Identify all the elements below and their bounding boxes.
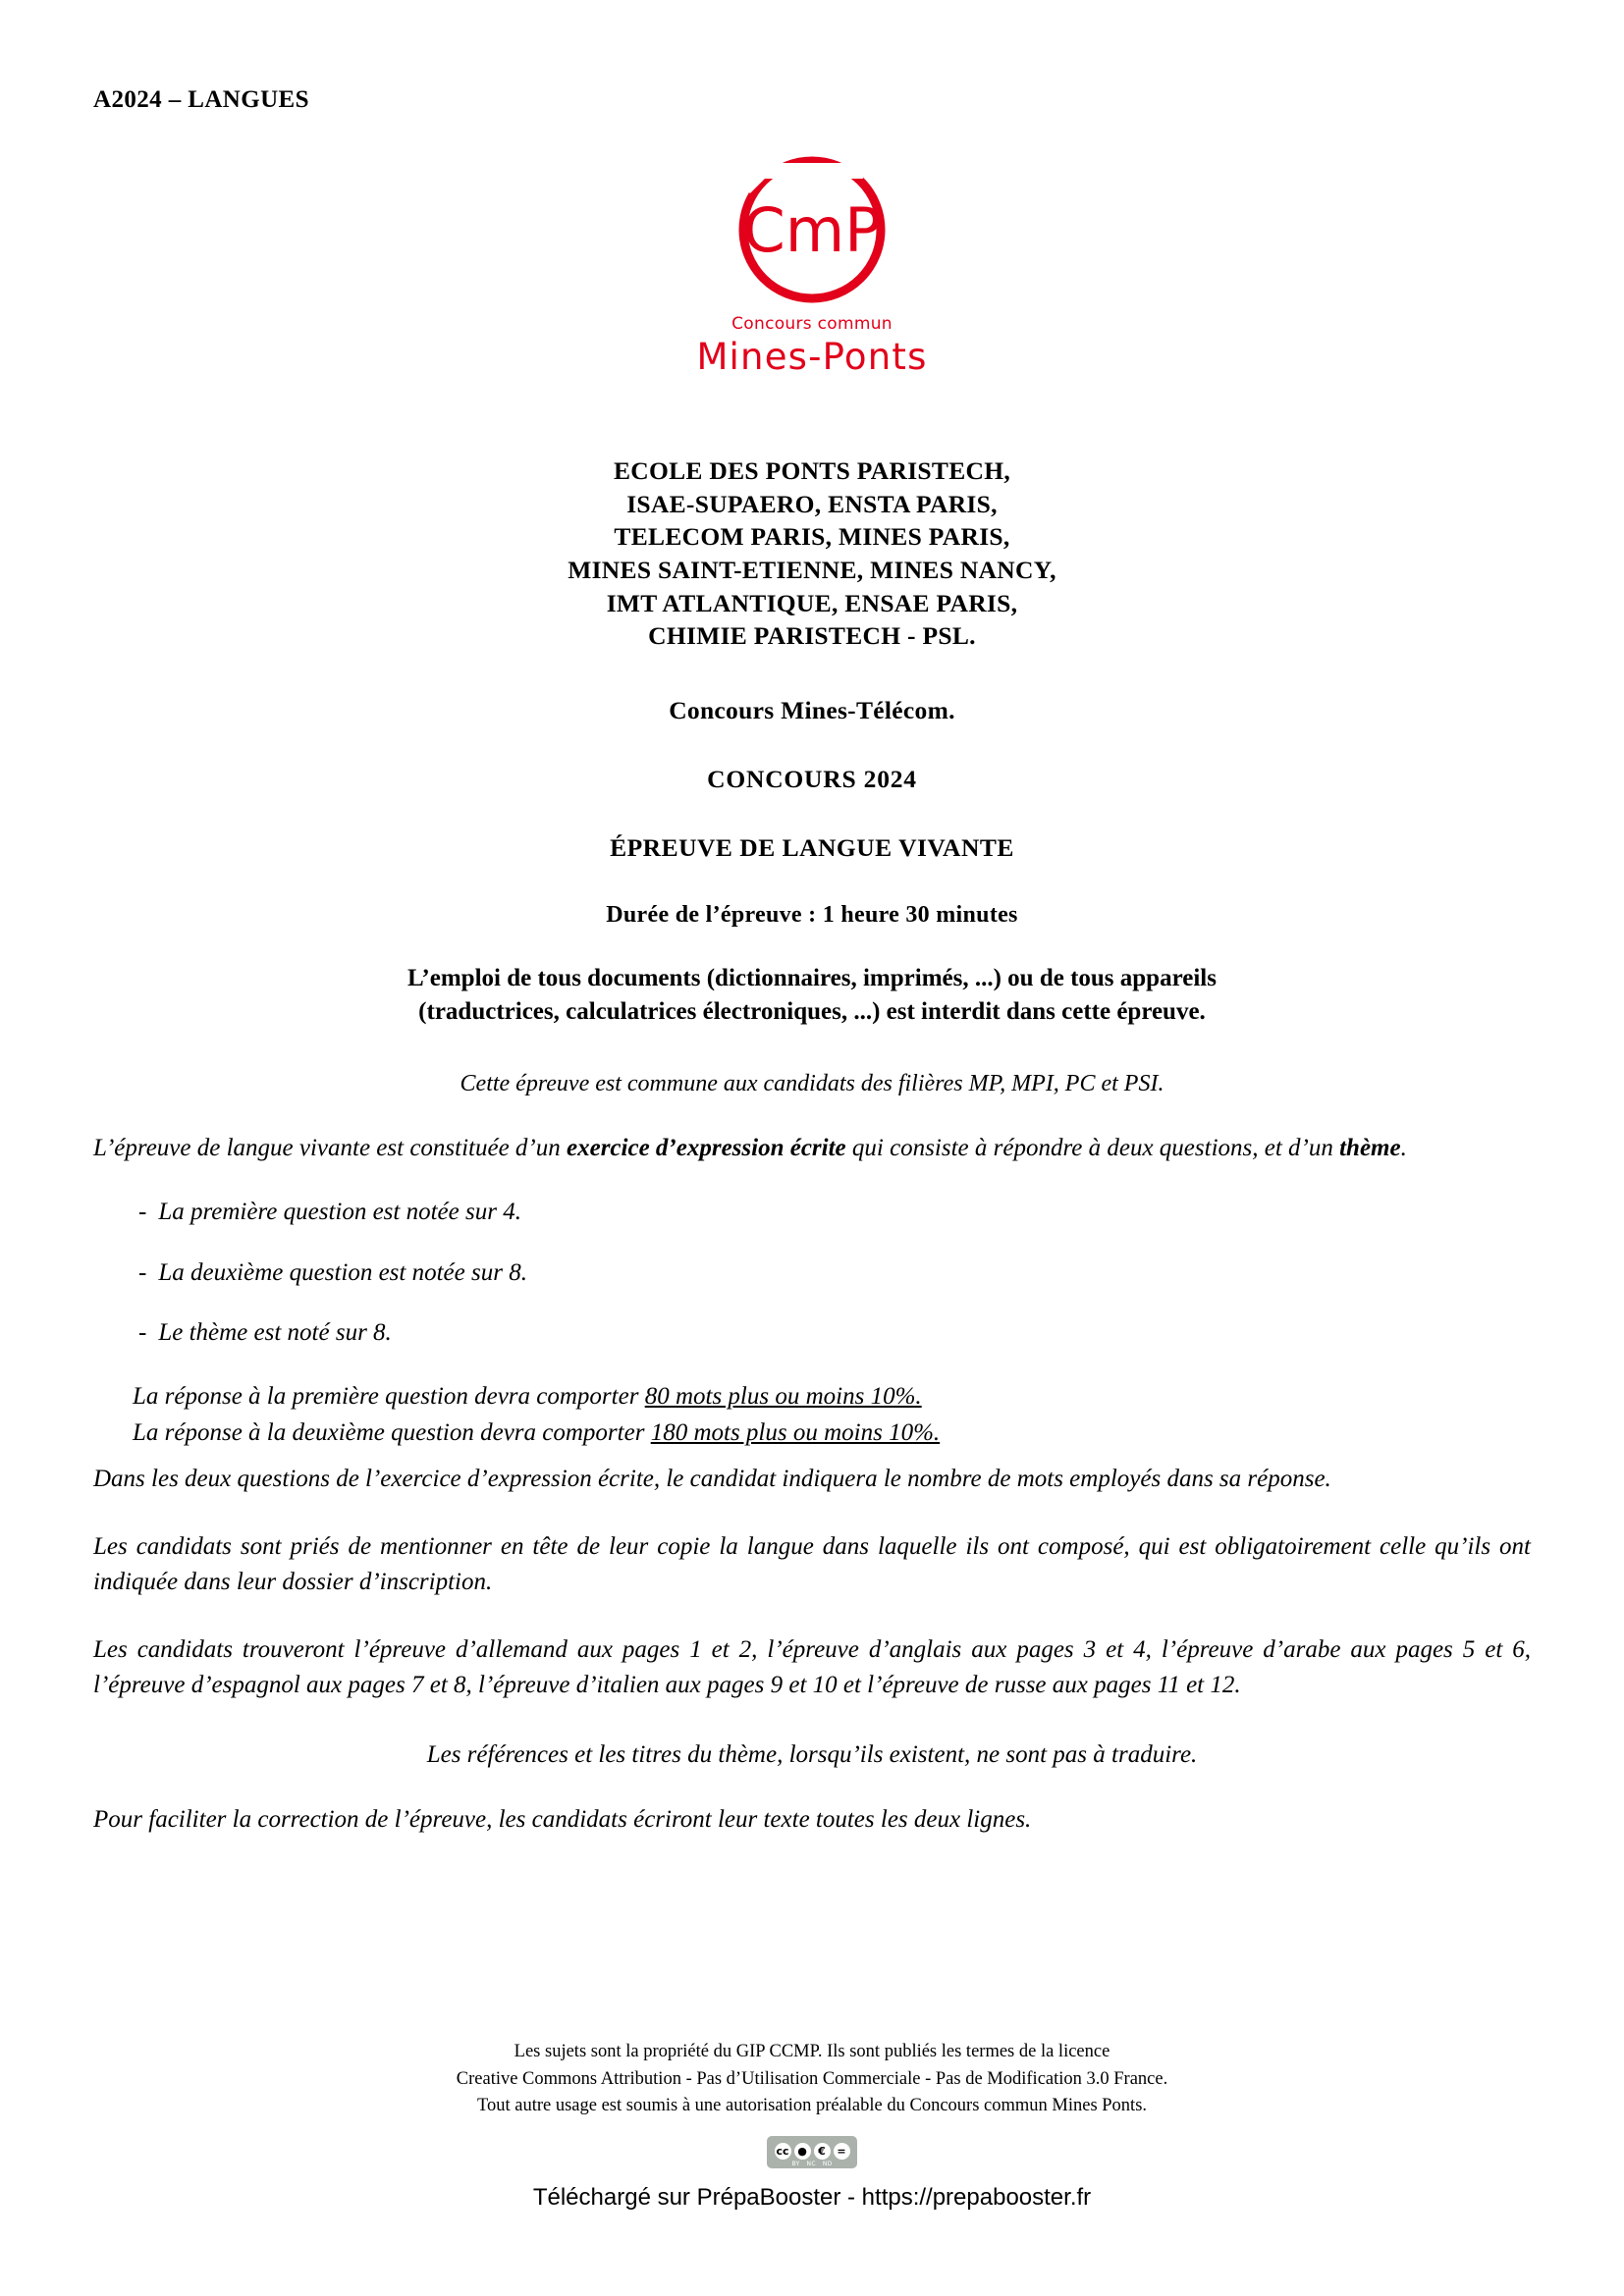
references-note: Les références et les titres du thème, lorsqu’ils existent, ne sont pas à traduire. xyxy=(426,1741,1198,1769)
page-footer xyxy=(0,2039,1624,2212)
logo-name: Mines-Ponts xyxy=(696,336,928,378)
exam-duration: Durée de l’épreuve : 1 heure 30 minutes xyxy=(606,901,1018,928)
download-source-line: Téléchargé sur PrépaBooster - https://prepabooster.fr xyxy=(532,2184,1092,2211)
svg-text:CmP: CmP xyxy=(742,194,882,266)
school-line: IMT ATLANTIQUE, ENSAE PARIS, xyxy=(606,588,1018,617)
exam-structure-paragraph xyxy=(93,1131,1531,1166)
creative-commons-icon xyxy=(767,2136,857,2168)
word-count-value-1: 80 mots plus ou moins 10%. xyxy=(644,1382,922,1410)
cc-cc-icon: cc xyxy=(776,2144,789,2158)
prohibition-line-1: L’emploi de tous documents (dictionnaires, imprimés, ...) ou de tous appareils xyxy=(407,964,1217,991)
intro-bold-2: thème xyxy=(1339,1134,1401,1161)
word-count-line-2 xyxy=(133,1415,1531,1452)
common-exam-note: Cette épreuve est commune aux candidats des filières MP, MPI, PC et PSI. xyxy=(460,1070,1164,1096)
grading-bullets xyxy=(93,1195,1531,1351)
cc-label-nc: NC xyxy=(806,2161,816,2167)
schools-list xyxy=(93,454,1531,653)
intro-text-1: L’épreuve de langue vivante est constituée d’un xyxy=(93,1134,568,1161)
school-line: TELECOM PARIS, MINES PARIS, xyxy=(614,522,1010,552)
pages-index-note: Les candidats trouveront l’épreuve d’allemand aux pages 1 et 2, l’épreuve d’anglais aux pages 3 et 4, l’épreuve d’arabe aux pages 5 et 6, l’épreuve d’espagnol aux pages 7 et 8, l’épreuve d’italien aux pages 9 et 10 et l’épreuve de russe aux pages 11 et 12. xyxy=(93,1636,1531,1698)
word-count-note: Dans les deux questions de l’exercice d’expression écrite, le candidat indiquera le nombre de mots employés dans sa réponse. xyxy=(93,1465,1331,1492)
logo-subtitle: Concours commun xyxy=(731,314,893,334)
language-declaration-note: Les candidats sont priés de mentionner en tête de leur copie la langue dans laquelle ils ont composé, qui est obligatoirement celle qu’ils ont indiquée dans leur dossier d’inscription. xyxy=(93,1533,1531,1595)
cc-label-row xyxy=(767,2161,857,2167)
word-count-line-1 xyxy=(133,1378,1531,1415)
intro-text-2: qui consiste à répondre à deux questions, et d’un xyxy=(845,1134,1340,1161)
list-item xyxy=(138,1195,1531,1230)
school-line: ISAE-SUPAERO, ENSTA PARIS, xyxy=(626,489,998,518)
dash-icon: - xyxy=(138,1319,147,1347)
cc-nd-icon: = xyxy=(834,2143,850,2160)
cc-label-nd: ND xyxy=(822,2161,833,2167)
license-text xyxy=(0,2039,1624,2120)
ccmp-logo xyxy=(93,153,1531,378)
prohibition-line-2: (traductrices, calculatrices électroniques, ...) est interdit dans cette épreuve. xyxy=(418,998,1206,1026)
license-line-1: Les sujets sont la propriété du GIP CCMP. Ils sont publiés les termes de la licence xyxy=(514,2041,1110,2061)
intro-bold-1: exercice d’expression écrite xyxy=(567,1134,846,1161)
dash-icon: - xyxy=(138,1258,147,1286)
cmp-logo-icon xyxy=(714,153,910,320)
cc-by-icon: ● xyxy=(794,2143,811,2160)
intro-text-3: . xyxy=(1400,1134,1407,1161)
bullet-text: La deuxième question est notée sur 8. xyxy=(158,1258,527,1286)
cc-nc-icon: € xyxy=(814,2143,831,2160)
word-count-text-2: La réponse à la deuxième question devra comporter xyxy=(133,1419,651,1447)
cc-label-by: BY xyxy=(791,2161,800,2167)
word-count-requirements xyxy=(133,1378,1531,1452)
license-line-3: Tout autre usage est soumis à une autorisation préalable du Concours commun Mines Ponts. xyxy=(476,2096,1148,2116)
page-title: ÉPREUVE DE LANGUE VIVANTE xyxy=(610,832,1014,862)
exam-code: A2024 – LANGUES xyxy=(93,86,309,113)
school-line: ECOLE DES PONTS PARISTECH, xyxy=(613,456,1011,485)
list-item xyxy=(138,1255,1531,1291)
bullet-text: La première question est notée sur 4. xyxy=(158,1199,521,1226)
concours-year: CONCOURS 2024 xyxy=(707,764,917,793)
list-item xyxy=(138,1315,1531,1351)
correction-note: Pour faciliter la correction de l’épreuve, les candidats écriront leur texte toutes les deux lignes. xyxy=(93,1806,1032,1834)
word-count-text-1: La réponse à la première question devra comporter xyxy=(133,1382,645,1410)
school-line: MINES SAINT-ETIENNE, MINES NANCY, xyxy=(568,555,1056,584)
concours-subtitle: Concours Mines-Télécom. xyxy=(669,695,955,724)
school-line: CHIMIE PARISTECH - PSL. xyxy=(648,621,976,651)
dash-icon: - xyxy=(138,1199,147,1226)
materials-prohibited-notice xyxy=(93,962,1531,1030)
word-count-value-2: 180 mots plus ou moins 10%. xyxy=(650,1419,941,1447)
cc-icon-row xyxy=(775,2143,850,2160)
license-line-2: Creative Commons Attribution - Pas d’Utilisation Commerciale - Pas de Modification 3.0 France. xyxy=(456,2068,1168,2089)
bullet-text: Le thème est noté sur 8. xyxy=(158,1319,392,1347)
